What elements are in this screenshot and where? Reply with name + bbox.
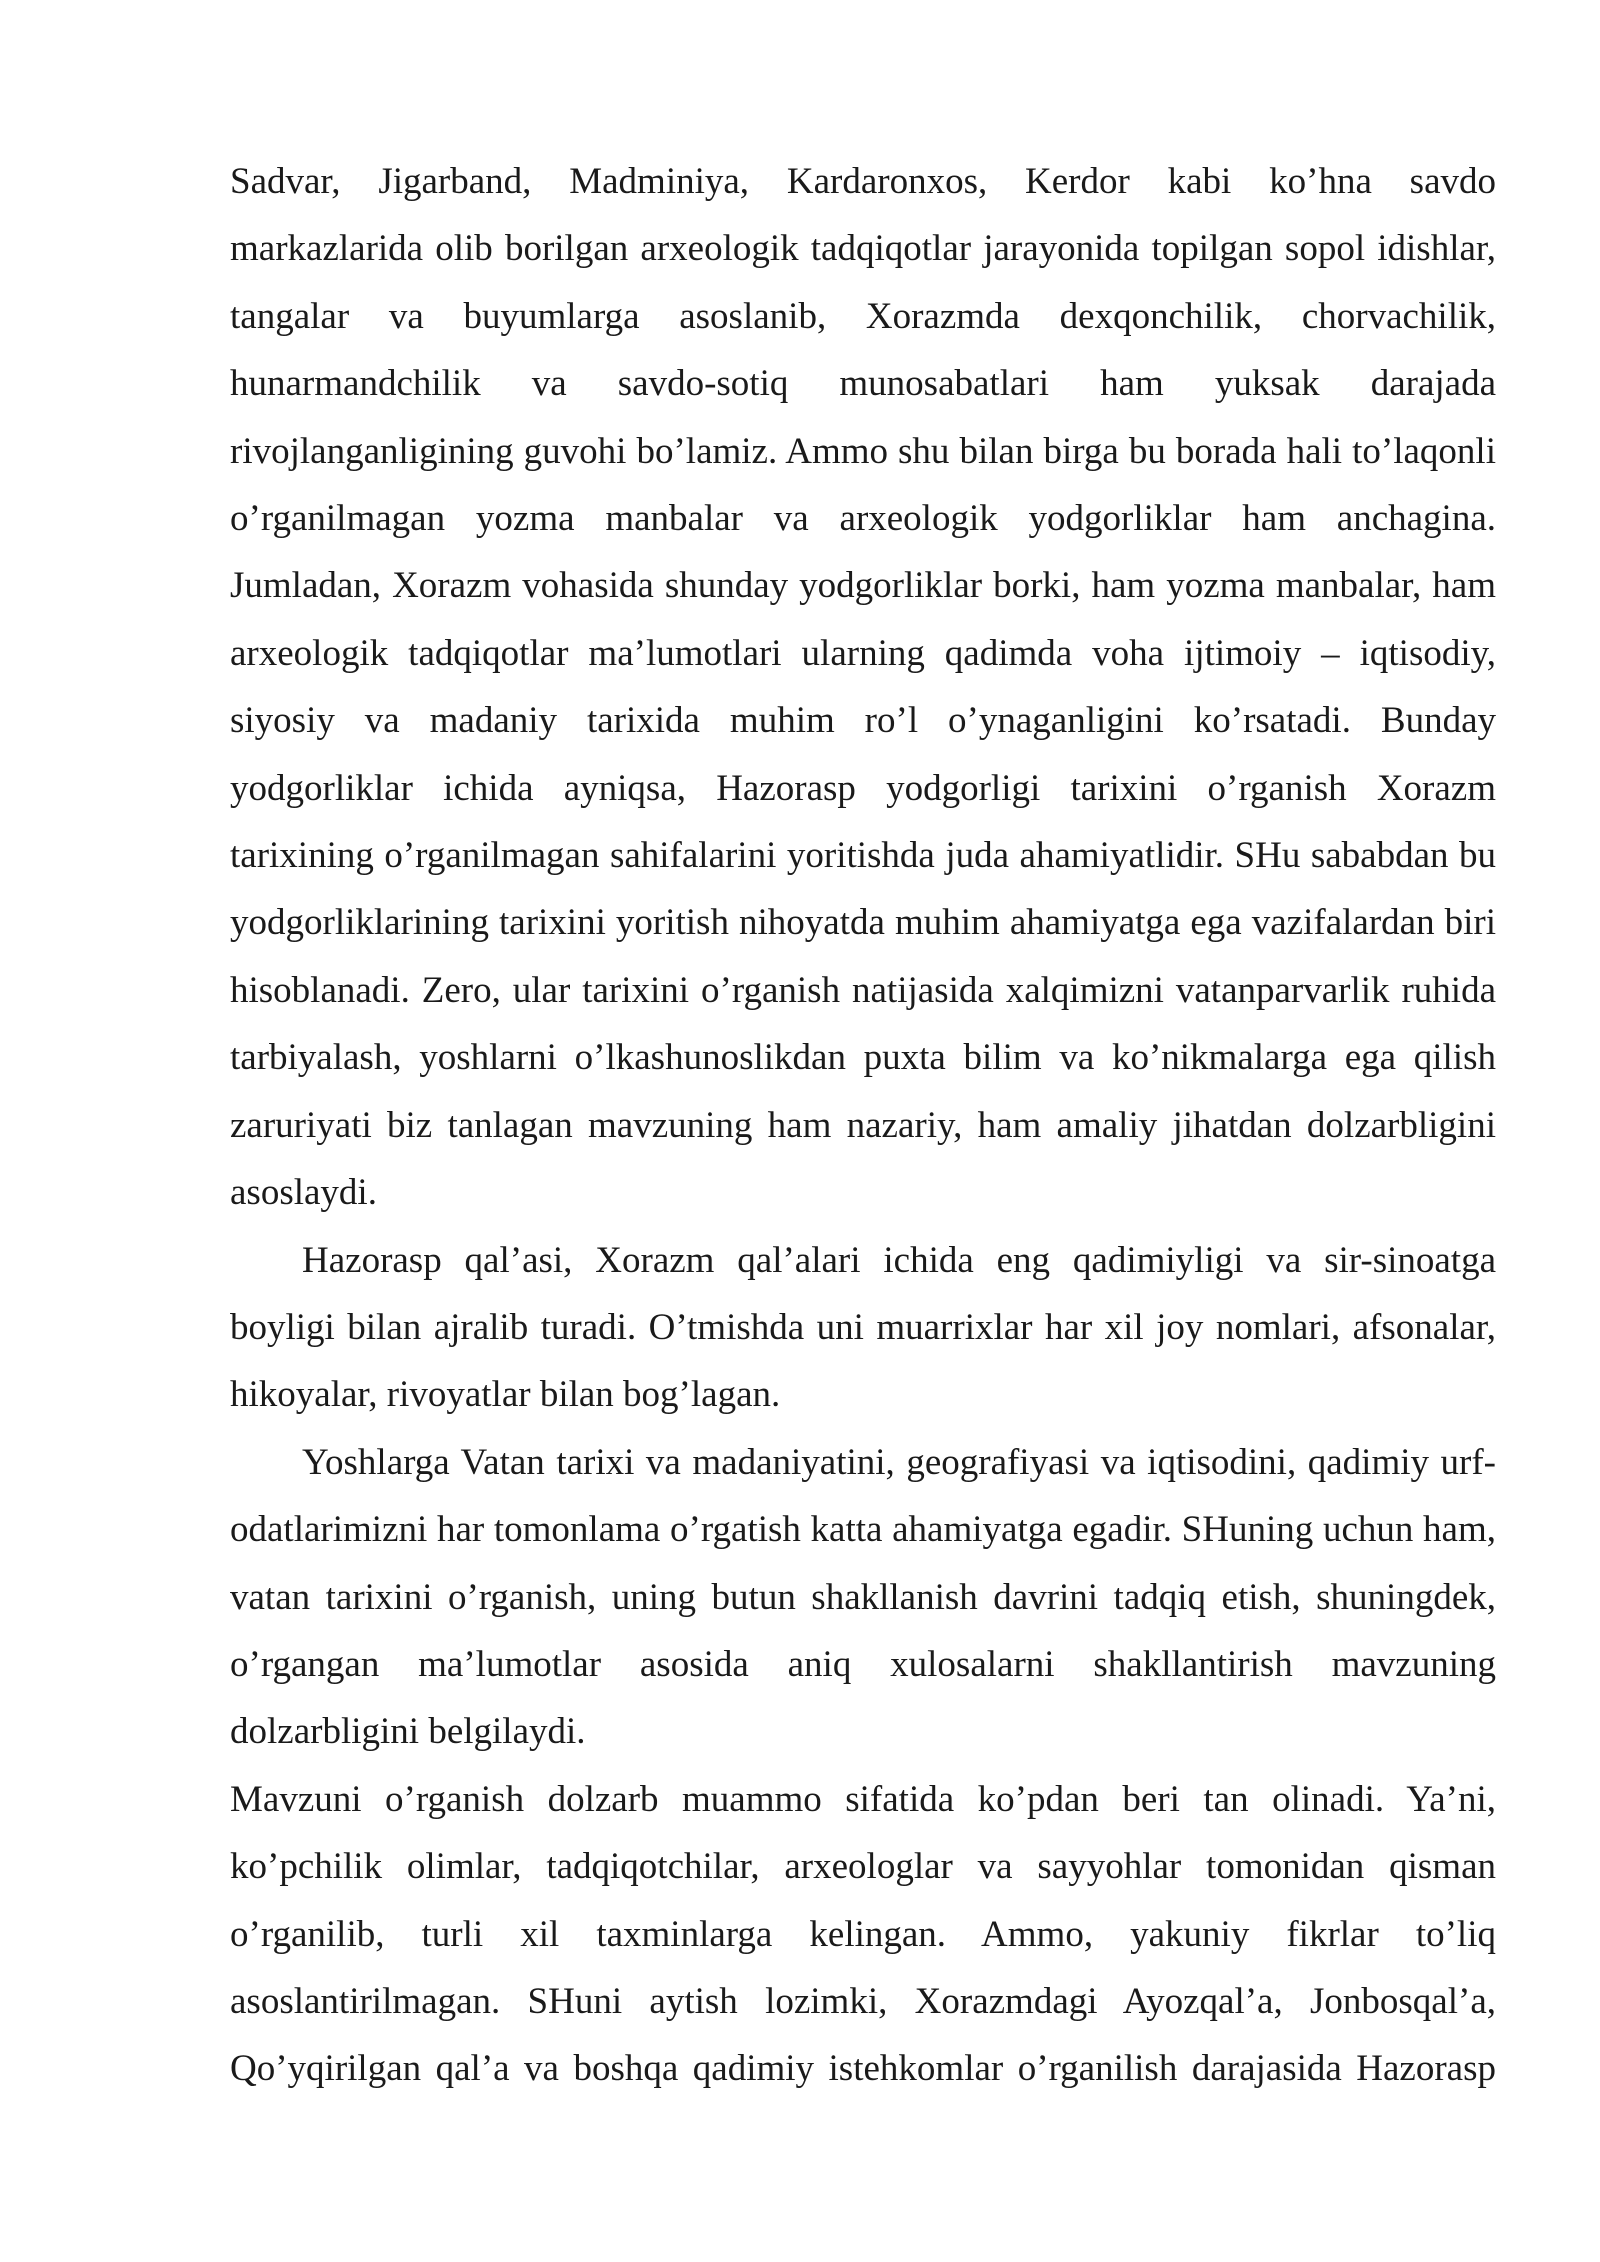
document-page <box>230 148 1496 2103</box>
paragraph-2: Hazorasp qal’asi, Xorazm qal’alari ichida eng qadimiyligi va sir-sinoatga boyligi bilan ajralib turadi. O’tmishda uni muarrixlar har xil joy nomlari, afsonalar, hikoyalar, rivoyatlar bilan bog’lagan. <box>230 1239 1496 1416</box>
paragraph-3: Yoshlarga Vatan tarixi va madaniyatini, geografiyasi va iqtisodini, qadimiy urf-odatlarimizni har tomonlama o’rgatish katta ahamiyatga egadir. SHuning uchun ham, vatan tarixini o’rganish, uning butun shakllanish davrini tadqiq etish, shuningdek, o’rgangan ma’lumotlar asosida aniq xulosalarni shakllantirish mavzuning dolzarbligini belgilaydi. <box>230 1441 1496 1753</box>
paragraph-4: Mavzuni o’rganish dolzarb muammo sifatida ko’pdan beri tan olinadi. Ya’ni, ko’pchilik olimlar, tadqiqotchilar, arxeologlar va sayyohlar tomonidan qisman o’rganilib, turli xil taxminlarga kelingan. Ammo, yakuniy fikrlar to’liq asoslantirilmagan. SHuni aytish lozimki, Xorazmdagi Ayozqal’a, Jonbosqal’a, Qo’yqirilgan qal’a va boshqa qadimiy istehkomlar o’rganilish darajasida Hazorasp <box>230 1778 1496 2090</box>
paragraph-1: Sadvar, Jigarband, Madminiya, Kardaronxos, Kerdor kabi ko’hna savdo markazlarida olib borilgan arxeologik tadqiqotlar jarayonida topilgan sopol idishlar, tangalar va buyumlarga asoslanib, Xorazmda dexqonchilik, chorvachilik, hunarmandchilik va savdo-sotiq munosabatlari ham yuksak darajada rivojlanganligining guvohi bo’lamiz. Ammo shu bilan birga bu borada hali to’laqonli o’rganilmagan yozma manbalar va arxeologik yodgorliklar ham anchagina. Jumladan, Xorazm vohasida shunday yodgorliklar borki, ham yozma manbalar, ham arxeologik tadqiqotlar ma’lumotlari ularning qadimda voha ijtimoiy – iqtisodiy, siyosiy va madaniy tarixida muhim ro’l o’ynaganligini ko’rsatadi. Bunday yodgorliklar ichida ayniqsa, Hazorasp yodgorligi tarixini o’rganish Xorazm tarixining o’rganilmagan sahifalarini yoritishda juda ahamiyatlidir. SHu sababdan bu yodgorliklarining tarixini yoritish nihoyatda muhim ahamiyatga ega vazifalardan biri hisoblanadi. Zero, ular tarixini o’rganish natijasida xalqimizni vatanparvarlik ruhida tarbiyalash, yoshlarni o’lkashunoslikdan puxta bilim va ko’nikmalarga ega qilish zaruriyati biz tanlagan mavzuning ham nazariy, ham amaliy jihatdan dolzarbligini asoslaydi. <box>230 161 1496 1214</box>
